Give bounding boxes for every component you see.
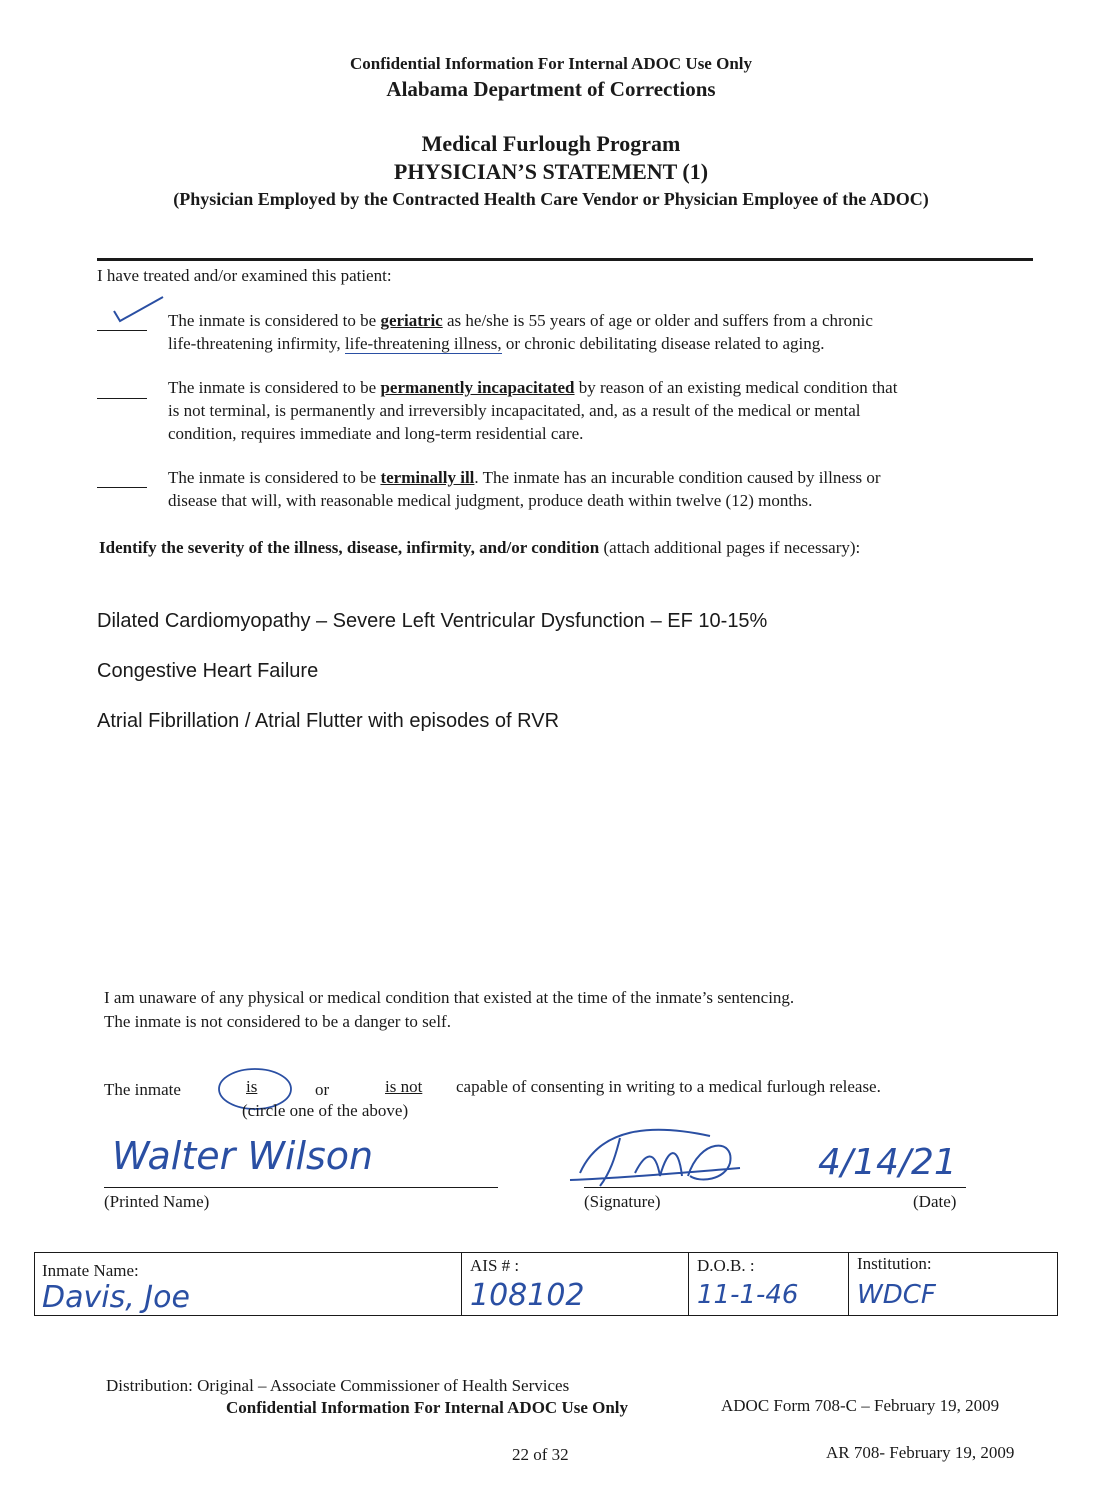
incapacitated-post: by reason of an existing medical condition that [574, 378, 898, 397]
danger-statement: The inmate is not considered to be a danger to self. [104, 1012, 451, 1031]
terminal-option [168, 466, 1048, 512]
sentencing-statement: I am unaware of any physical or medical condition that existed at the time of the inmate’s sentencing. [104, 988, 795, 1007]
signature-icon[interactable] [560, 1118, 750, 1193]
geriatric-line2c: or chronic debilitating disease related to aging. [501, 334, 825, 353]
confidential-header: Confidential Information For Internal ADOC Use Only [349, 54, 753, 73]
consent-or: or [315, 1080, 330, 1099]
inmate-name-value[interactable]: Davis, Joe [42, 1280, 190, 1315]
terminal-check-line[interactable] [97, 487, 147, 488]
program-title: Medical Furlough Program [421, 131, 681, 156]
geriatric-option [168, 309, 1048, 355]
department-name: Alabama Department of Corrections [386, 77, 716, 101]
consent-hint: (circle one of the above) [242, 1101, 409, 1120]
table-divider [848, 1252, 849, 1316]
intro-text: I have treated and/or examined this patient: [97, 266, 392, 285]
distribution-text: Distribution: Original – Associate Commissioner of Health Services [106, 1376, 570, 1395]
inmate-name-label: Inmate Name: [42, 1261, 139, 1280]
severity-label [99, 536, 1059, 559]
consent-suffix: capable of consenting in writing to a medical furlough release. [456, 1077, 881, 1096]
geriatric-pre: The inmate is considered to be [168, 311, 381, 330]
date-value[interactable]: 4/14/21 [818, 1142, 957, 1183]
dob-label: D.O.B. : [697, 1256, 755, 1275]
printed-name-line [104, 1187, 498, 1188]
signature-label: (Signature) [584, 1192, 661, 1211]
terminal-pre: The inmate is considered to be [168, 468, 381, 487]
incapacitated-check-line[interactable] [97, 398, 147, 399]
condition-item: Atrial Fibrillation / Atrial Flutter with episodes of RVR [97, 710, 560, 732]
incapacitated-line2: is not terminal, is permanently and irreversibly incapacitated, and, as a result of the medical or mental [168, 401, 861, 420]
incapacitated-term: permanently incapacitated [380, 378, 575, 397]
page-number: 22 of 32 [512, 1445, 569, 1464]
condition-item: Dilated Cardiomyopathy – Severe Left Ventricular Dysfunction – EF 10-15% [97, 610, 768, 632]
consent-prefix: The inmate [104, 1080, 181, 1099]
institution-label: Institution: [857, 1254, 932, 1273]
footer-confidential: Confidential Information For Internal ADOC Use Only [226, 1398, 629, 1417]
geriatric-line2a: life-threatening infirmity, [168, 334, 345, 353]
printed-name-label: (Printed Name) [104, 1192, 210, 1211]
table-divider [461, 1252, 462, 1316]
geriatric-check-line[interactable] [97, 330, 147, 331]
severity-label-rest: (attach additional pages if necessary): [599, 538, 861, 557]
condition-item: Congestive Heart Failure [97, 660, 319, 682]
terminal-post: . The inmate has an incurable condition caused by illness or [474, 468, 881, 487]
incapacitated-pre: The inmate is considered to be [168, 378, 381, 397]
consent-option-is[interactable]: is [246, 1077, 258, 1096]
header-divider [97, 258, 1033, 261]
form-id: ADOC Form 708-C – February 19, 2009 [721, 1396, 1000, 1415]
ais-value[interactable]: 108102 [470, 1278, 585, 1313]
terminal-line2: disease that will, with reasonable medical judgment, produce death within twelve (12) months. [168, 491, 813, 510]
date-label: (Date) [913, 1192, 957, 1211]
printed-name-value[interactable]: Walter Wilson [112, 1134, 374, 1178]
regulation-id: AR 708- February 19, 2009 [826, 1443, 1015, 1462]
signature-line [584, 1187, 966, 1188]
statement-title: PHYSICIAN’S STATEMENT (1) [393, 159, 709, 184]
dob-value[interactable]: 11-1-46 [697, 1280, 799, 1310]
consent-option-is-not[interactable]: is not [385, 1077, 423, 1096]
checkmark-icon [108, 293, 168, 329]
terminal-term: terminally ill [380, 468, 475, 487]
statement-subtitle: (Physician Employed by the Contracted Health Care Vendor or Physician Employee of the ADOC) [173, 189, 929, 209]
geriatric-post: as he/she is 55 years of age or older and suffers from a chronic [442, 311, 873, 330]
institution-value[interactable]: WDCF [857, 1280, 936, 1310]
incapacitated-line3: condition, requires immediate and long-term residential care. [168, 424, 584, 443]
ais-label: AIS # : [470, 1256, 520, 1275]
geriatric-line2b: life-threatening illness, [344, 334, 502, 353]
table-divider [688, 1252, 689, 1316]
severity-label-bold: Identify the severity of the illness, disease, infirmity, and/or condition [99, 538, 600, 557]
geriatric-term: geriatric [380, 311, 443, 330]
incapacitated-option [168, 376, 1048, 445]
